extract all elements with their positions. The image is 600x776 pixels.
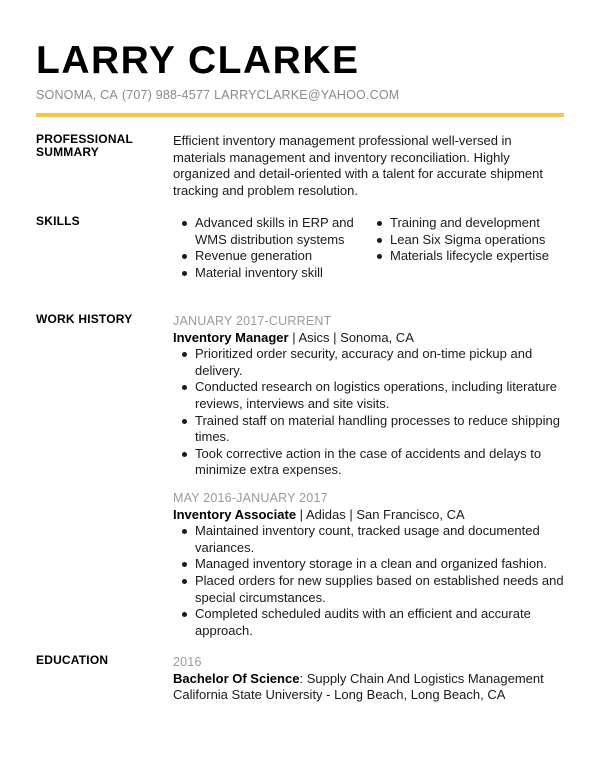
skill-item: Lean Six Sigma operations (368, 232, 558, 249)
education-year: 2016 (173, 655, 202, 669)
job-bullets (173, 523, 564, 639)
skill-item: Training and development (368, 215, 558, 232)
job-bullet: Completed scheduled audits with an efficient and accurate approach. (173, 606, 564, 639)
skill-item: Material inventory skill (173, 265, 368, 282)
summary-heading: PROFESSIONAL SUMMARY (36, 132, 133, 159)
contact-line (36, 88, 403, 102)
job-dates: MAY 2016-JANUARY 2017 (173, 490, 328, 505)
job-company: Adidas (305, 506, 346, 522)
education-field: Supply Chain And Logistics Management (306, 670, 544, 686)
job-location: Sonoma, CA (340, 329, 414, 345)
contact-phone: (707) 988-4577 (121, 88, 211, 102)
job-bullet: Prioritized order security, accuracy and on-time pickup and delivery. (173, 346, 564, 379)
job-header: Inventory Associate | Adidas | San Francisco, CA (173, 506, 465, 522)
job-entry (173, 490, 564, 639)
job-title: Inventory Associate (173, 506, 297, 522)
job-dates: JANUARY 2017-CURRENT (173, 314, 332, 328)
skill-item: Revenue generation (173, 248, 368, 265)
job-bullet: Trained staff on material handling processes to reduce shipping times. (173, 413, 564, 446)
accent-divider (36, 113, 564, 117)
job-company: Asics (298, 329, 330, 345)
skill-item: Advanced skills in ERP and WMS distribution systems (173, 215, 368, 248)
job-bullet: Took corrective action in the case of accidents and delays to minimize extra expenses. (173, 446, 564, 479)
skills-list-right (368, 215, 558, 281)
skill-item: Materials lifecycle expertise (368, 248, 558, 265)
candidate-name: LARRY CLARKE (36, 39, 360, 82)
contact-email[interactable]: LARRYCLARKE@YAHOO.COM (214, 88, 400, 102)
job-location: San Francisco, CA (356, 506, 465, 522)
job-bullet: Conducted research on logistics operations, including literature reviews, interviews and site visits. (173, 379, 564, 412)
summary-text: Efficient inventory management professional well-versed in materials management and inventory reconciliation. Highly organized and detail-oriented with a talent for accurate shipment tracking and problem resolution. (173, 133, 543, 198)
job-bullet: Managed inventory storage in a clean and organized fashion. (173, 556, 564, 573)
job-bullet: Maintained inventory count, tracked usage and documented variances. (173, 523, 564, 556)
job-header: Inventory Manager | Asics | Sonoma, CA (173, 329, 414, 345)
job-entry (173, 313, 564, 479)
job-bullet: Placed orders for new supplies based on established needs and special circumstances. (173, 573, 564, 606)
work-heading: WORK HISTORY (36, 312, 133, 326)
job-bullets (173, 346, 564, 479)
skills-list-left (173, 215, 368, 281)
education-heading: EDUCATION (36, 653, 109, 667)
job-title: Inventory Manager (173, 329, 289, 345)
education-degree-line: Bachelor Of Science: Supply Chain And Logistics Management (173, 670, 544, 686)
education-degree: Bachelor Of Science (173, 670, 300, 686)
contact-location: SONOMA, CA (36, 88, 118, 102)
skills-heading: SKILLS (36, 214, 80, 228)
education-school: California State University - Long Beach, Long Beach, CA (173, 687, 506, 703)
